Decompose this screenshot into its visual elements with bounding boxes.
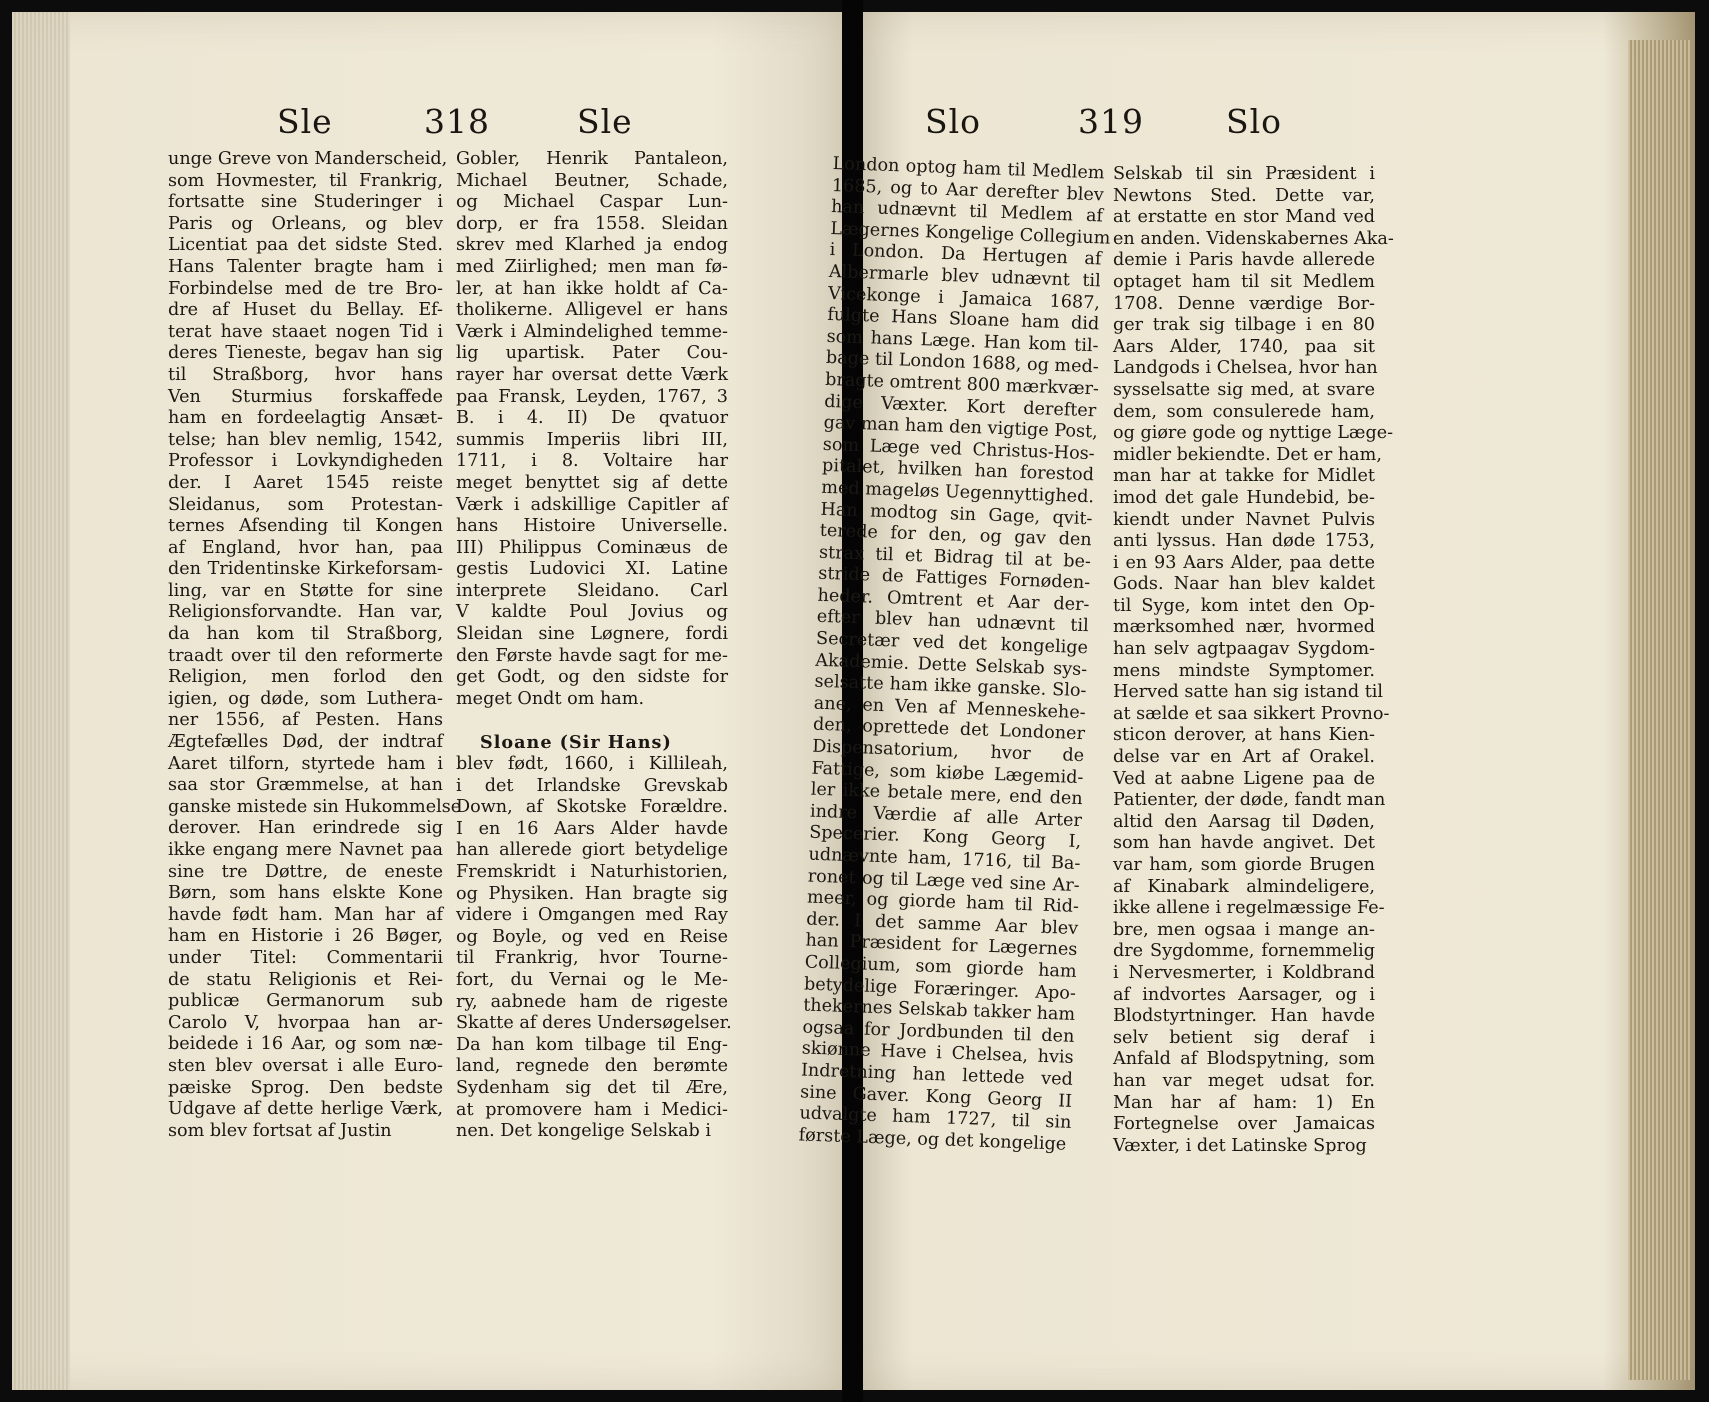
text-line: 1708. Denne værdige Bor- xyxy=(1113,293,1375,314)
left-page-header xyxy=(12,102,842,146)
text-line: Blodstyrtninger. Han havde xyxy=(1113,1006,1375,1027)
text-line: 1711, i 8. Voltaire har xyxy=(456,451,728,472)
right-page-column-2 xyxy=(1113,164,1394,1157)
text-line: gav man ham den vigtige Post, xyxy=(823,412,1099,443)
text-line: Forbindelse med de tre Bro- xyxy=(168,278,443,299)
text-line: Secretær ved det kongelige xyxy=(815,628,1089,659)
text-line: stride de Fattiges Fornøden- xyxy=(817,564,1091,594)
text-line: Værk i Almindelighed temme- xyxy=(456,321,728,342)
text-line: ham en fordeelagtig Ansæt- xyxy=(168,408,443,429)
text-line: hans Histoire Universelle. xyxy=(456,516,728,537)
text-line: unge Greve von Manderscheid, xyxy=(168,149,448,169)
text-line: i det Irlandske Grevskab xyxy=(456,775,728,796)
text-line: Indretning han lettede ved xyxy=(800,1060,1074,1090)
text-line: derover. Han erindrede sig xyxy=(168,818,443,839)
text-line: udvalgte ham 1727, til sin xyxy=(799,1103,1072,1134)
text-line: Fattige, som kiøbe Lægemid- xyxy=(811,758,1084,788)
text-line: Carolo V, hvorpaa han ar- xyxy=(168,1012,443,1033)
text-line: Gods. Naar han blev kaldet xyxy=(1113,574,1375,595)
text-line: Selskab til sin Præsident i xyxy=(1113,164,1375,184)
text-line: dre af Huset du Bellay. Ef- xyxy=(168,300,443,321)
text-line: dre Sygdomme, fornemmelig xyxy=(1113,941,1375,962)
text-line: havde født ham. Man har af xyxy=(168,904,443,925)
text-line: sine Gaver. Kong Georg II xyxy=(799,1081,1073,1112)
text-line: thekernes Selskab takker ham xyxy=(802,995,1076,1026)
text-line: at erstatte en stor Mand ved xyxy=(1113,207,1375,228)
text-line: af Kinabark almindeligere, xyxy=(1113,876,1375,897)
right-page-column-1 xyxy=(798,154,1111,1156)
text-line: betydelige Foræringer. Apo- xyxy=(803,974,1077,1004)
text-line: Værk i adskillige Capitler af xyxy=(456,494,728,515)
text-line: Sleidan sine Løgnere, fordi xyxy=(456,624,728,645)
text-line: og giøre gode og nyttige Læge- xyxy=(1113,423,1394,444)
text-line: ling, var en Støtte for sine xyxy=(168,580,443,601)
text-line: Anfald af Blodspytning, som xyxy=(1113,1049,1375,1070)
text-line: land, regnede den berømte xyxy=(456,1056,728,1077)
text-line: ane, en Ven af Menneskehe- xyxy=(813,693,1086,723)
right-header-word-left: Slo xyxy=(925,102,982,141)
text-line: mens mindste Symptomer. xyxy=(1113,660,1375,681)
text-line: en anden. Videnskabernes Aka- xyxy=(1113,228,1394,249)
text-line: ternes Afsending til Kongen xyxy=(168,516,443,537)
text-line: Væxter, i det Latinske Sprog xyxy=(1113,1135,1367,1156)
text-line: sten blev oversat i alle Euro- xyxy=(168,1055,443,1076)
text-line: man har at takke for Midlet xyxy=(1113,466,1375,487)
text-line: Akademie. Dette Selskab sys- xyxy=(814,650,1088,680)
text-line: imod det gale Hundebid, be- xyxy=(1113,487,1375,508)
text-line: heder. Omtrent et Aar der- xyxy=(817,585,1090,616)
text-line: han allerede giort betydelige xyxy=(456,840,728,861)
text-line: midler bekiendte. Det er ham, xyxy=(1113,444,1382,465)
text-line: og Michael Caspar Lun- xyxy=(456,192,728,213)
right-header-word-right: Slo xyxy=(1226,102,1283,141)
text-line: til Straßborg, hvor hans xyxy=(168,364,443,385)
text-line: deres Tieneste, begav han sig xyxy=(168,343,443,364)
text-line: i London. Da Hertugen af xyxy=(829,240,1102,270)
text-line: Religionsforvandte. Han var, xyxy=(168,602,443,623)
text-line: første Læge, og det kongelige xyxy=(798,1125,1067,1155)
text-line: ganske mistede sin Hukommelse xyxy=(168,796,462,817)
right-page-edges xyxy=(1628,40,1690,1380)
text-line: gestis Ludovici XI. Latine xyxy=(456,559,728,580)
text-line: videre i Omgangen med Ray xyxy=(456,905,728,926)
entry-heading: Sloane (Sir Hans) xyxy=(480,732,672,754)
text-line: Aars Alder, 1740, paa sit xyxy=(1113,336,1375,357)
text-line: som blev fortsat af Justin xyxy=(168,1120,392,1141)
text-line: som han havde angivet. Det xyxy=(1113,833,1375,854)
text-line: ler, at han ikke holdt af Ca- xyxy=(456,278,728,299)
text-line: mærksomhed nær, hvormed xyxy=(1113,617,1375,638)
text-line: der. I det samme Aar blev xyxy=(805,909,1079,939)
text-line: bragte omtrent 800 mærkvær- xyxy=(824,369,1100,400)
sloane-entry xyxy=(456,732,732,1142)
text-line: selsatte ham ikke ganske. Slo- xyxy=(814,671,1087,702)
text-line: som hans Læge. Han kom til- xyxy=(826,326,1099,357)
text-line: af indvortes Aarsager, og i xyxy=(1113,984,1375,1005)
text-line: sticon derover, at hans Kien- xyxy=(1113,725,1375,746)
text-line: dem, som consulerede ham, xyxy=(1113,401,1375,422)
text-line: han Præsident for Lægernes xyxy=(805,930,1078,961)
text-line: London optog ham til Medlem xyxy=(832,154,1105,184)
text-line: at sælde et saa sikkert Provno- xyxy=(1113,703,1390,724)
text-line: Da han kom tilbage til Eng- xyxy=(456,1034,728,1055)
text-line: sine tre Døttre, de eneste xyxy=(168,861,443,882)
left-page xyxy=(12,12,842,1390)
text-line: Man har af ham: 1) En xyxy=(1113,1092,1375,1113)
text-line: Religion, men forlod den xyxy=(168,667,443,688)
text-line: fort, du Vernai og le Me- xyxy=(456,969,728,990)
text-line: Han modtog sin Gage, qvit- xyxy=(820,499,1093,529)
left-header-word-left: Sle xyxy=(277,102,333,141)
text-line: var ham, som giorde Brugen xyxy=(1113,855,1375,875)
text-line: udnævnte ham, 1716, til Ba- xyxy=(808,844,1081,875)
text-line: Collegium, som giorde ham xyxy=(804,952,1077,982)
text-line: get Godt, og den sidste for xyxy=(456,667,728,688)
text-line: meer, og giorde ham til Rid- xyxy=(806,887,1080,918)
text-line: strax til et Bidrag til at be- xyxy=(818,542,1092,572)
text-line: Down, af Skotske Forældre. xyxy=(456,797,728,818)
left-header-word-right: Sle xyxy=(577,102,633,141)
text-line: de statu Religionis et Rei- xyxy=(168,969,443,990)
text-line: dige Væxter. Kort derefter xyxy=(824,391,1097,421)
text-line: under Titel: Commentarii xyxy=(168,947,443,968)
text-line: ikke engang mere Navnet paa xyxy=(168,840,443,860)
text-line: den, oprettede det Londoner xyxy=(812,715,1086,745)
text-line: Landgods i Chelsea, hvor han xyxy=(1113,358,1378,379)
text-line: Gobler, Henrik Pantaleon, xyxy=(456,149,728,169)
text-line: summis Imperiis libri III, xyxy=(456,429,728,450)
text-line: Ved at aabne Ligene paa de xyxy=(1113,768,1375,789)
text-line: nen. Det kongelige Selskab i xyxy=(456,1121,711,1142)
right-page-header xyxy=(863,102,1695,146)
text-line: optaget ham til sit Medlem xyxy=(1113,271,1375,292)
text-line: han udnævnt til Medlem af xyxy=(830,197,1104,227)
text-line: Aaret tilforn, styrtede ham i xyxy=(168,753,443,774)
text-line: tholikerne. Alligevel er hans xyxy=(456,300,728,321)
text-line: ger trak sig tilbage i en 80 xyxy=(1113,315,1375,336)
left-page-number: 318 xyxy=(424,102,490,141)
text-line: saa stor Græmmelse, at han xyxy=(168,775,443,796)
text-line: Herved satte han sig istand til xyxy=(1113,682,1384,703)
text-line: han selv agtpaagav Sygdom- xyxy=(1113,639,1375,660)
text-line: Dispensatorium, hvor de xyxy=(811,736,1085,767)
text-line: ham en Historie i 26 Bøger, xyxy=(168,926,443,947)
text-line: ronet og til Læge ved sine Ar- xyxy=(807,866,1080,896)
text-line: anti lyssus. Han døde 1753, xyxy=(1113,531,1375,552)
text-line: altid den Aarsag til Døden, xyxy=(1113,811,1375,832)
text-line: Patienter, der døde, fandt man xyxy=(1113,790,1386,811)
left-page-column-1 xyxy=(168,149,462,1142)
text-line: skrev med Klarhed ja endog xyxy=(456,235,728,256)
text-line: I en 16 Aars Alder havde xyxy=(456,818,728,839)
entry-separator xyxy=(456,710,728,732)
text-line: den Første havde sagt for me- xyxy=(456,645,728,666)
text-line: Ven Sturmius forskaffede xyxy=(168,386,443,407)
text-line: Sydenham sig det til Ære, xyxy=(456,1077,728,1098)
text-line: og Physiken. Han bragte sig xyxy=(456,883,728,904)
text-line: Fortegnelse over Jamaicas xyxy=(1113,1114,1375,1135)
text-line: Udgave af dette herlige Værk, xyxy=(168,1099,443,1120)
text-line: Paris og Orleans, og blev xyxy=(168,213,443,234)
text-line: ler ikke betale mere, end den xyxy=(810,779,1083,810)
right-page xyxy=(798,12,1695,1390)
text-line: bage til London 1688, og med- xyxy=(825,348,1100,378)
text-line: terat have staaet nogen Tid i xyxy=(168,321,443,342)
text-line: pæiske Sprog. Den bedste xyxy=(168,1077,443,1098)
text-line: beidede i 16 Aar, og som næ- xyxy=(168,1034,443,1055)
text-line: selv betient sig deraf i xyxy=(1113,1027,1375,1048)
text-line: og Boyle, og ved en Reise xyxy=(456,926,728,947)
text-line: Michael Beutner, Schade, xyxy=(456,170,728,191)
text-line: skiønne Have i Chelsea, hvis xyxy=(801,1038,1074,1069)
text-line: da han kom til Straßborg, xyxy=(168,624,443,645)
text-line: dorp, er fra 1558. Sleidan xyxy=(456,213,728,234)
text-line: at promovere ham i Medici- xyxy=(456,1099,728,1120)
text-line: Fremskridt i Naturhistorien, xyxy=(456,862,728,882)
text-line: ogsaa for Jordbunden til den xyxy=(802,1017,1075,1047)
text-line: med Ziirlighed; men man fø- xyxy=(456,256,728,277)
text-line: Børn, som hans elskte Kone xyxy=(168,883,443,904)
right-page-number: 319 xyxy=(1078,102,1144,141)
text-line: III) Philippus Cominæus de xyxy=(456,537,728,558)
text-line: ner 1556, af Pesten. Hans xyxy=(168,710,443,731)
text-line: Newtons Sted. Dette var, xyxy=(1113,185,1375,206)
text-line: Albermarle blev udnævnt til xyxy=(828,261,1102,292)
text-line: Sleidanus, som Protestan- xyxy=(168,494,443,515)
text-line: meget Ondt om ham. xyxy=(456,688,645,709)
text-line: paa Fransk, Leyden, 1767, 3 xyxy=(456,386,728,407)
text-line: til Frankrig, hvor Tourne- xyxy=(456,948,728,969)
text-line: som Læge ved Christus-Hos- xyxy=(822,434,1096,465)
text-line: til Syge, kom intet den Op- xyxy=(1113,595,1375,616)
text-line: Specerier. Kong Georg I, xyxy=(808,822,1082,853)
text-line: kiendt under Navnet Pulvis xyxy=(1113,509,1375,530)
text-line: meget benyttet sig af dette xyxy=(456,472,728,493)
text-line: der. I Aaret 1545 reiste xyxy=(168,472,443,493)
text-line: Lægernes Kongelige Collegium xyxy=(830,218,1111,249)
text-line: den Tridentinske Kirkeforsam- xyxy=(168,559,443,580)
text-line: sysselsatte sig med, at svare xyxy=(1113,379,1375,400)
text-line: indre Værdie af alle Arter xyxy=(809,801,1083,831)
text-line: lig upartisk. Pater Cou- xyxy=(456,343,728,364)
text-line: Professor i Lovkyndigheden xyxy=(168,451,443,472)
text-line: interprete Sleidano. Carl xyxy=(456,580,728,601)
text-line: igien, og døde, som Luthera- xyxy=(168,688,443,709)
text-line: rayer har oversat dette Værk xyxy=(456,364,728,385)
text-line: publicæ Germanorum sub xyxy=(168,991,443,1012)
text-line: Skatte af deres Undersøgelser. xyxy=(456,1013,732,1034)
text-line: V kaldte Poul Jovius og xyxy=(456,602,728,623)
text-line: Hans Talenter bragte ham i xyxy=(168,256,443,277)
text-line: delse var en Art af Orakel. xyxy=(1113,747,1375,768)
left-page-edges xyxy=(12,12,70,1390)
text-line: telse; han blev nemlig, 1542, xyxy=(168,429,443,450)
text-line: bre, men ogsaa i mange an- xyxy=(1113,919,1375,940)
text-line: efter blev han udnævnt til xyxy=(816,607,1090,637)
text-line: fortsatte sine Studeringer i xyxy=(168,192,443,213)
text-line: som Hovmester, til Frankrig, xyxy=(168,170,443,191)
text-line: Vicekonge i Jamaica 1687, xyxy=(827,283,1101,313)
text-line: Licentiat paa det sidste Sted. xyxy=(168,235,443,256)
text-line: han var meget udsat for. xyxy=(1113,1070,1375,1091)
text-line: Ægtefælles Død, der indtraf xyxy=(168,732,443,753)
text-line: med mageløs Uegennyttighed. xyxy=(820,477,1095,508)
text-line: 1685, og to Aar derefter blev xyxy=(831,175,1105,206)
text-line: B. i 4. II) De qvatuor xyxy=(456,408,728,429)
text-line: af England, hvor han, paa xyxy=(168,537,443,558)
text-line: ikke allene i regelmæssige Fe- xyxy=(1113,898,1385,919)
text-line: i en 93 Aars Alder, paa dette xyxy=(1113,552,1375,573)
left-page-column-2 xyxy=(456,149,732,1143)
text-line: i Nervesmerter, i Koldbrand xyxy=(1113,962,1375,983)
text-line: pitalet, hvilken han forestod xyxy=(821,456,1095,486)
text-line: blev født, 1660, i Killileah, xyxy=(456,754,728,775)
text-line: terede for den, og gav den xyxy=(819,520,1093,551)
text-line: traadt over til den reformerte xyxy=(168,645,443,666)
text-line: ry, aabnede ham de rigeste xyxy=(456,991,728,1012)
text-line: demie i Paris havde allerede xyxy=(1113,250,1375,271)
text-line: fulgte Hans Sloane ham did xyxy=(827,305,1100,335)
